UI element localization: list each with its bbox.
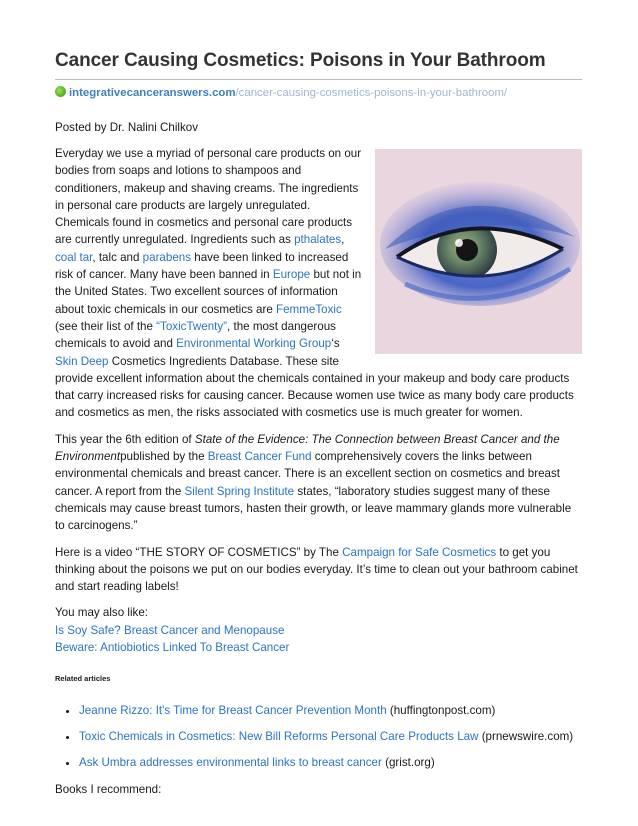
link-silent-spring-institute[interactable]: Silent Spring Institute	[184, 484, 295, 498]
related-link[interactable]: Ask Umbra addresses environmental links to breast cancer	[79, 756, 382, 770]
site-favicon-icon	[55, 86, 66, 97]
paragraph-3: Here is a video “THE STORY OF COSMETICS” by The Campaign for Safe Cosmetics to get you thinking about the poisons we put on our bodies everyday. It’s time to clean out your bathroom cabinet and start reading labels!	[55, 545, 578, 594]
source-url[interactable]	[55, 86, 507, 99]
link-campaign-safe-cosmetics[interactable]: Campaign for Safe Cosmetics	[342, 545, 497, 559]
link-toxic-twenty[interactable]: “ToxicTwenty”	[156, 319, 228, 333]
eye-image-drawing	[375, 149, 582, 354]
link-pthalates[interactable]: pthalates	[294, 233, 342, 247]
byline: Posted by Dr. Nalini Chilkov	[55, 121, 199, 134]
report-title: State of the Evidence: The Connection between Breast Cancer and the Environment	[55, 432, 560, 464]
link-europe[interactable]: Europe	[272, 268, 311, 282]
link-parabens[interactable]: parabens	[142, 250, 192, 264]
eye-makeup-image	[375, 149, 582, 354]
link-breast-cancer-fund[interactable]: Breast Cancer Fund	[207, 450, 312, 464]
source-path[interactable]: /cancer-causing-cosmetics-poisons-in-your-bathroom/	[235, 87, 508, 99]
related-articles-heading: Related articles	[55, 674, 111, 684]
list-item: • Ask Umbra addresses environmental links to breast cancer (grist.org)	[79, 754, 582, 771]
link-coal-tar[interactable]: coal tar	[55, 250, 93, 264]
list-item: • Jeanne Rizzo: It's Time for Breast Cancer Prevention Month (huffingtonpost.com)	[79, 702, 582, 719]
paragraph-1: Everyday we use a myriad of personal care products on our bodies from soaps and lotions to shampoos and conditioners, makeup and shaving creams. The ingredients in personal care products are largely unregulated. Chemicals found in cosmetics and personal care products are currently unregulated. Ingredients such as pthalates, coal tar, talc and parabens have been linked to increased risk of cancer. Many have been banned in Europe but not in the United States. Two excellent sources of information about toxic chemicals in our cosmetics are FemmeToxic (see their list of the “ToxicTwenty”, the most dangerous chemicals to avoid and Environmental Working Group‘s Skin Deep Cosmetics Ingredients Database. These site provide excellent information about the chemicals contained in your makeup and body care products that carry increased risks for causing cancer. Because women use twice as many body care products and cosmetics as men, the risks associated with cosmetics use is much greater for women.	[55, 145, 582, 422]
related-link[interactable]: Jeanne Rizzo: It's Time for Breast Cancer Prevention Month	[79, 703, 387, 717]
also-like-link[interactable]: Beware: Antiobiotics Linked To Breast Cancer	[55, 641, 290, 655]
source-domain[interactable]: integrativecanceranswers.com	[69, 87, 236, 99]
link-environmental-working-group[interactable]: Environmental Working Group	[176, 337, 332, 351]
article-body	[55, 145, 582, 807]
related-articles-list	[55, 702, 582, 772]
related-link[interactable]: Toxic Chemicals in Cosmetics: New Bill Reforms Personal Care Products Law	[79, 729, 479, 743]
also-like-link[interactable]: Is Soy Safe? Breast Cancer and Menopause	[55, 623, 285, 637]
link-skin-deep[interactable]: Skin Deep	[55, 354, 109, 368]
paragraph-2: This year the 6th edition of State of the Evidence: The Connection between Breast Cancer and the Environmentpublished by the Breast Cancer Fund comprehensively covers the links between environmental chemicals and breast cancer. There is an excellent section on cosmetics and breast cancer. A report from the Silent Spring Institute states, “laboratory studies suggest many of these chemicals may cause breast tumors, hasten their growth, or leave mammary glands more vulnerable to carcinogens.”	[55, 432, 572, 533]
also-like-section	[55, 604, 582, 656]
list-item: • Toxic Chemicals in Cosmetics: New Bill Reforms Personal Care Products Law (prnewswire.com)	[79, 728, 582, 745]
also-like-heading: You may also like:	[55, 606, 149, 620]
link-femmetoxic[interactable]: FemmeToxic	[276, 302, 342, 316]
page-title: Cancer Causing Cosmetics: Poisons in Your Bathroom	[55, 50, 546, 71]
title-divider	[55, 79, 582, 80]
books-heading: Books I recommend:	[55, 782, 162, 796]
